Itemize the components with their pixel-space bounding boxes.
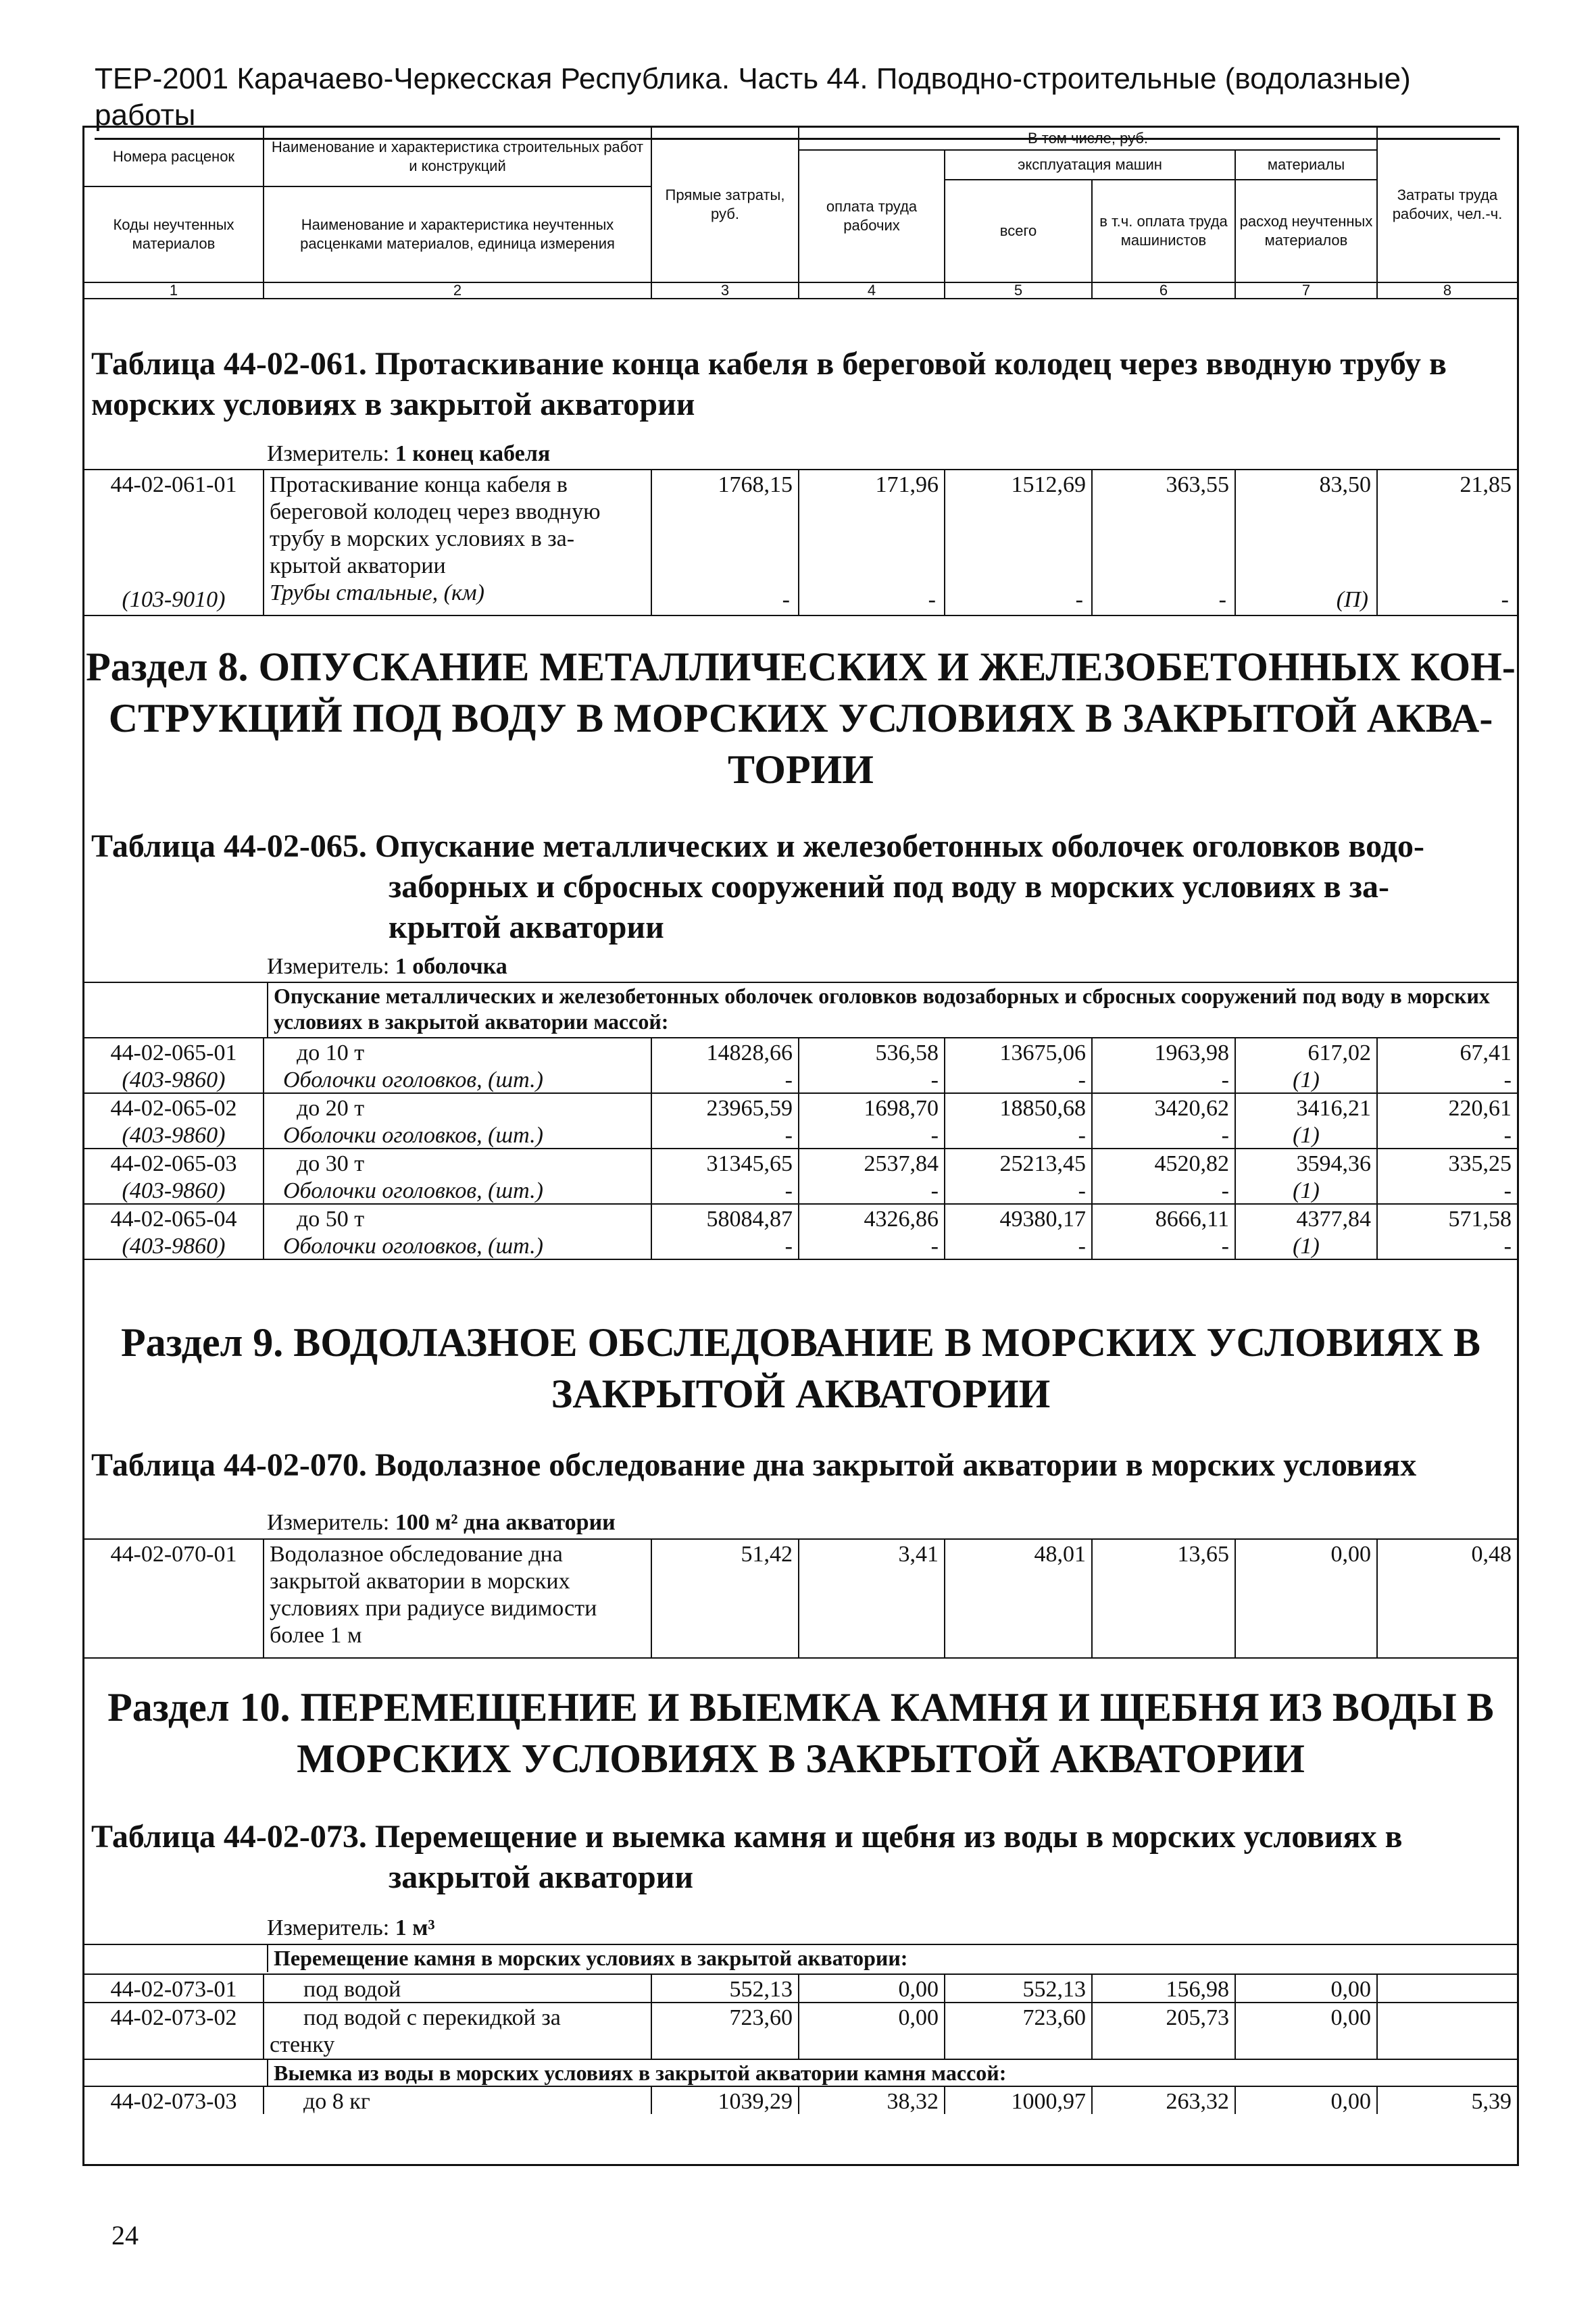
table-070-title: Таблица 44-02-070. Водолазное обследование дна закрытой акватории в морских условиях	[91, 1447, 1417, 1483]
rate-name: до 10 т Оболочки оголовков, (шт.)	[264, 1038, 652, 1092]
materials: 83,50 (П)	[1236, 470, 1378, 615]
direct-cost: 14828,66 -	[652, 1038, 799, 1092]
table-row	[84, 2002, 1517, 2059]
page-number: 24	[111, 2220, 139, 2250]
header-col-wages: оплата труда рабочих	[799, 151, 945, 283]
wages: 4326,86 -	[799, 1205, 945, 1259]
header-num-5: 5	[945, 283, 1093, 299]
materials: 3416,21 (1)	[1236, 1094, 1378, 1148]
direct-cost: 1039,29	[652, 2087, 799, 2114]
machines-wages: 363,55 -	[1093, 470, 1236, 615]
table-row	[84, 1973, 1517, 2002]
rate-code: 44-02-061-01 (103-9010)	[84, 470, 264, 615]
machines-wages: 205,73	[1093, 2003, 1236, 2059]
rate-code: 44-02-073-02	[84, 2003, 264, 2059]
materials: 0,00	[1236, 2087, 1378, 2114]
header-num-1: 1	[84, 283, 264, 299]
header-col-labor: Затраты труда рабочих, чел.-ч.	[1378, 128, 1517, 283]
header-col-materials-use: расход неучтенных материалов	[1236, 180, 1378, 283]
section-8-title: Раздел 8. ОПУСКАНИЕ МЕТАЛЛИЧЕСКИХ И ЖЕЛЕЗОБЕТОННЫХ КОН- СТРУКЦИЙ ПОД ВОДУ В МОРСКИХ УСЛОВИЯХ В ЗАКРЫТОЙ АКВА- ТОРИИ	[86, 645, 1516, 792]
table-061-title: Таблица 44-02-061. Протаскивание конца кабеля в береговой колодец через вводную трубу в морских условиях в закрытой акватории	[91, 346, 1447, 422]
wages: 0,00	[799, 2003, 945, 2059]
materials: 0,00	[1236, 1540, 1378, 1657]
rate-code: 44-02-065-02 (403-9860)	[84, 1094, 264, 1148]
spacer	[84, 983, 267, 1037]
rate-code: 44-02-073-01	[84, 1975, 264, 2002]
header-col-material-code: Коды неучтенных материалов	[84, 187, 264, 283]
header-num-7: 7	[1236, 283, 1378, 299]
table-header	[84, 128, 1517, 299]
group-heading: Выемка из воды в морских условиях в закрытой акватории камня массой:	[267, 2060, 1517, 2086]
header-num-6: 6	[1093, 283, 1236, 299]
labor: 67,41 -	[1460, 1040, 1512, 1092]
machines-total: 13675,06 -	[945, 1038, 1093, 1092]
section-9-title: Раздел 9. ВОДОЛАЗНОЕ ОБСЛЕДОВАНИЕ В МОРСКИХ УСЛОВИЯХ В ЗАКРЫТОЙ АКВАТОРИИ	[120, 1320, 1481, 1416]
machines-total: 1000,97	[945, 2087, 1093, 2114]
machines-wages: 1963,98 -	[1093, 1038, 1236, 1092]
header-num-8: 8	[1378, 283, 1517, 299]
header-col-material-name: Наименование и характеристика неучтенных расценками материалов, единица измерения	[264, 187, 652, 283]
rate-code: 44-02-065-03 (403-9860)	[84, 1149, 264, 1203]
rate-name: под водой с перекидкой за стенку	[264, 2003, 652, 2059]
header-col-code: Номера расценок	[84, 128, 264, 187]
labor: 335,25 -	[1448, 1151, 1512, 1203]
table-073-title: Таблица 44-02-073. Перемещение и выемка камня и щебня из воды в морских условиях в закрытой акватории	[91, 1819, 1403, 1895]
rate-name: до 30 т Оболочки оголовков, (шт.)	[264, 1149, 652, 1203]
header-machines: эксплуатация машин	[945, 151, 1236, 180]
wages: 1698,70 -	[799, 1094, 945, 1148]
machines-wages: 263,32	[1093, 2087, 1236, 2114]
group-heading: Опускание металлических и железобетонных оболочек оголовков водозаборных и сбросных сооружений под воду в морских условиях в закрытой акватории массой:	[267, 983, 1517, 1037]
labor: 220,61 -	[1448, 1096, 1512, 1148]
materials: 4377,84 (1)	[1236, 1205, 1378, 1259]
machines-wages: 13,65	[1093, 1540, 1236, 1657]
rate-name: до 50 т Оболочки оголовков, (шт.)	[264, 1205, 652, 1259]
direct-cost: 58084,87 -	[652, 1205, 799, 1259]
rate-code: 44-02-065-04 (403-9860)	[84, 1205, 264, 1259]
direct-cost: 51,42	[652, 1540, 799, 1657]
header-incl: В том числе, руб.	[799, 128, 1378, 151]
labor: 5,39	[1471, 2089, 1512, 2114]
divider	[84, 615, 1517, 616]
wages: 0,00	[799, 1975, 945, 2002]
direct-cost: 31345,65 -	[652, 1149, 799, 1203]
materials: 0,00	[1236, 2003, 1378, 2059]
wages: 536,58 -	[799, 1038, 945, 1092]
materials: 3594,36 (1)	[1236, 1149, 1378, 1203]
header-col-direct: Прямые затраты, руб.	[652, 128, 799, 283]
machines-wages: 156,98	[1093, 1975, 1236, 2002]
rate-name: до 8 кг	[264, 2087, 652, 2114]
divider	[84, 1259, 1517, 1260]
table-065-meter: Измеритель: 1 оболочка	[267, 954, 507, 979]
table-row	[84, 2086, 1517, 2114]
labor	[1378, 2003, 1517, 2059]
header-materials: материалы	[1236, 151, 1378, 180]
table-row	[84, 1203, 1517, 1259]
table-065-title: Таблица 44-02-065. Опускание металлических и железобетонных оболочек оголовков водо- заборных и сбросных сооружений под воду в морских условиях в за- крытой акватории	[91, 828, 1424, 945]
header-num-2: 2	[264, 283, 652, 299]
wages: 3,41	[799, 1540, 945, 1657]
machines-total: 1512,69 -	[945, 470, 1093, 615]
table-row	[84, 1092, 1517, 1148]
running-head: ТЕР-2001 Карачаево-Черкесская Республика. Часть 44. Подводно-строительные (водолазные) работы	[95, 61, 1500, 140]
machines-total: 552,13	[945, 1975, 1093, 2002]
table-070-meter: Измеритель: 100 м² дна акватории	[267, 1510, 616, 1535]
rate-name: Протаскивание конца кабеля в береговой колодец через вводную трубу в морских условиях в за- крытой акватории Трубы стальные, (км)	[264, 470, 652, 615]
direct-cost: 552,13	[652, 1975, 799, 2002]
machines-total: 723,60	[945, 2003, 1093, 2059]
rate-code: 44-02-073-03	[84, 2087, 264, 2114]
table-row	[84, 1037, 1517, 1092]
direct-cost: 1768,15 -	[652, 470, 799, 615]
wages: 38,32	[799, 2087, 945, 2114]
table-073-meter: Измеритель: 1 м³	[267, 1915, 435, 1940]
table-row	[84, 469, 1517, 615]
rate-code: 44-02-070-01	[84, 1540, 264, 1657]
rate-name: Водолазное обследование дна закрытой акватории в морских условиях при радиусе видимости более 1 м	[264, 1540, 652, 1657]
machines-wages: 4520,82 -	[1093, 1149, 1236, 1203]
section-10-title: Раздел 10. ПЕРЕМЕЩЕНИЕ И ВЫЕМКА КАМНЯ И ЩЕБНЯ ИЗ ВОДЫ В МОРСКИХ УСЛОВИЯХ В ЗАКРЫТОЙ АКВАТОРИИ	[107, 1685, 1494, 1781]
group-heading: Перемещение камня в морских условиях в закрытой акватории:	[267, 1945, 1517, 1972]
table-row	[84, 1538, 1517, 1657]
header-col-machines-total: всего	[945, 180, 1093, 283]
table-061-meter: Измеритель: 1 конец кабеля	[267, 441, 551, 466]
direct-cost: 23965,59 -	[652, 1094, 799, 1148]
header-col-machines-wages: в т.ч. оплата труда машинистов	[1093, 180, 1236, 283]
labor: 21,85 -	[1460, 472, 1512, 612]
labor	[1378, 1975, 1517, 2002]
header-col-name: Наименование и характеристика строительных работ и конструкций	[264, 128, 652, 187]
machines-total: 25213,45 -	[945, 1149, 1093, 1203]
machines-total: 49380,17 -	[945, 1205, 1093, 1259]
materials: 0,00	[1236, 1975, 1378, 2002]
labor: 571,58 -	[1448, 1207, 1512, 1259]
rate-code: 44-02-065-01 (403-9860)	[84, 1038, 264, 1092]
wages: 171,96 -	[799, 470, 945, 615]
rate-name: до 20 т Оболочки оголовков, (шт.)	[264, 1094, 652, 1148]
wages: 2537,84 -	[799, 1149, 945, 1203]
table-row	[84, 1148, 1517, 1203]
header-num-4: 4	[799, 283, 945, 299]
machines-total: 18850,68 -	[945, 1094, 1093, 1148]
direct-cost: 723,60	[652, 2003, 799, 2059]
machines-wages: 8666,11 -	[1093, 1205, 1236, 1259]
machines-total: 48,01	[945, 1540, 1093, 1657]
divider	[84, 1657, 1517, 1659]
rate-table	[82, 126, 1519, 2166]
rate-name: под водой	[264, 1975, 652, 2002]
machines-wages: 3420,62 -	[1093, 1094, 1236, 1148]
labor: 0,48	[1471, 1542, 1512, 1567]
materials: 617,02 (1)	[1236, 1038, 1378, 1092]
header-num-3: 3	[652, 283, 799, 299]
